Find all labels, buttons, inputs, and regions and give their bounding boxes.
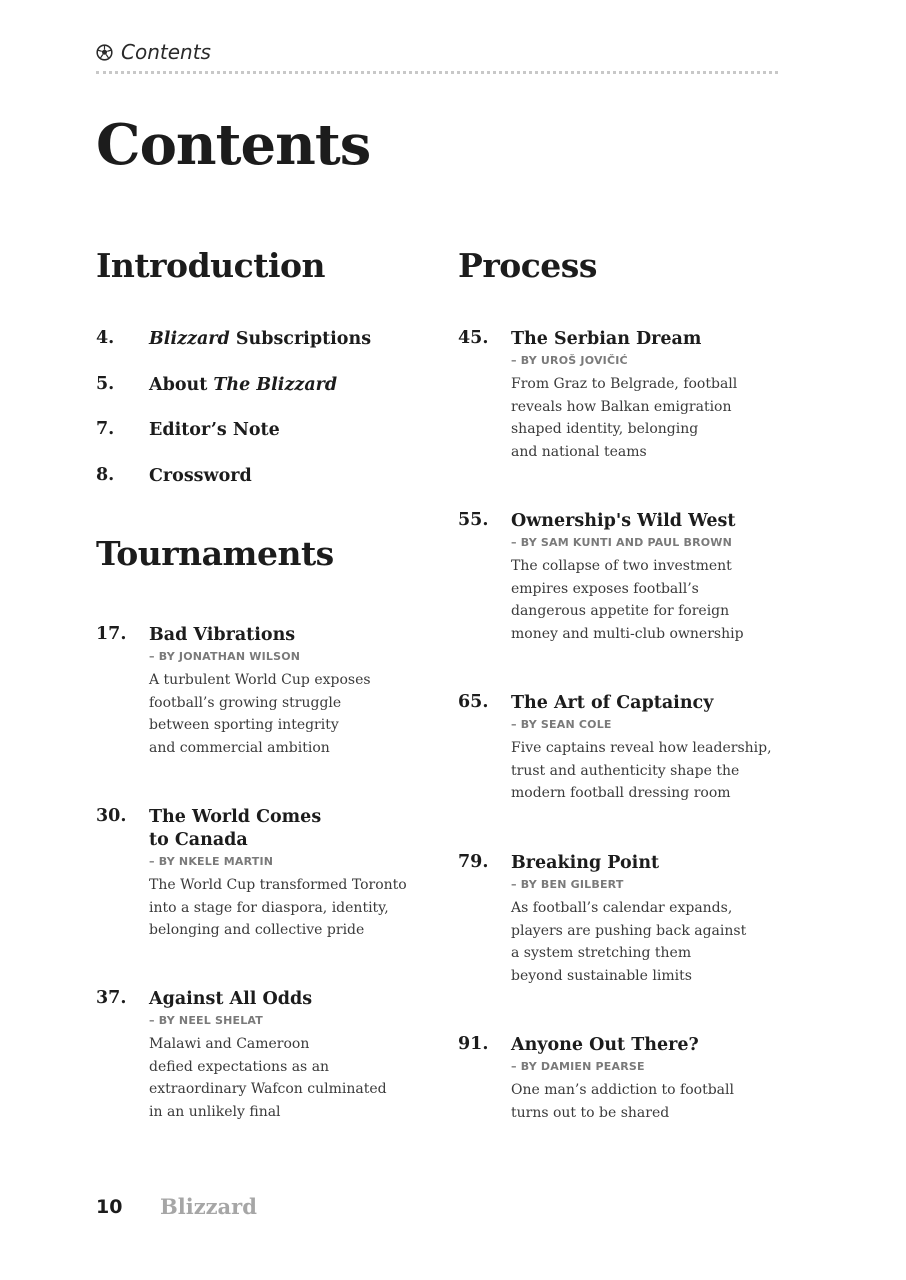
- entry-byline: – BY NKELE MARTIN: [149, 855, 274, 868]
- entry-page-number: 55.: [458, 510, 489, 530]
- entry-description: Five captains reveal how leadership, trust and authenticity shape the modern football dressing room: [511, 740, 772, 802]
- entry-description: The World Cup transformed Toronto into a stage for diaspora, identity, belonging and collective pride: [149, 877, 407, 939]
- entry-title: About The Blizzard: [149, 375, 338, 395]
- entry-byline: – BY BEN GILBERT: [511, 878, 624, 891]
- entry-page-number: 5.: [96, 374, 115, 394]
- entry-page-number: 17.: [96, 624, 127, 644]
- entry-page-number: 91.: [458, 1034, 489, 1054]
- page-title: Contents: [96, 112, 371, 178]
- page-number: 10: [96, 1196, 123, 1218]
- entry-page-number: 8.: [96, 465, 115, 485]
- entry-title: The Art of Captaincy: [511, 693, 714, 713]
- entry-title: Editor’s Note: [149, 420, 280, 440]
- section-title-tournaments: Tournaments: [96, 534, 334, 573]
- entry-title: The World Comes to Canada: [149, 807, 322, 850]
- entry-byline: – BY SEAN COLE: [511, 718, 612, 731]
- entry-description: As football’s calendar expands, players are pushing back against a system stretching them beyond sustainable limits: [511, 900, 747, 985]
- entry-title: Blizzard Subscriptions: [149, 329, 372, 349]
- entry-byline: – BY JONATHAN WILSON: [149, 650, 301, 663]
- entry-page-number: 65.: [458, 692, 489, 712]
- entry-page-number: 7.: [96, 419, 115, 439]
- entry-title: Breaking Point: [511, 853, 660, 873]
- entry-title: Against All Odds: [149, 989, 313, 1009]
- entry-description: One man’s addiction to football turns out to be shared: [511, 1082, 734, 1121]
- entry-title: Anyone Out There?: [511, 1035, 699, 1055]
- entry-title: The Serbian Dream: [511, 329, 702, 349]
- entry-page-number: 79.: [458, 852, 489, 872]
- footer-brand-name: Blizzard: [160, 1194, 257, 1219]
- entry-byline: – BY UROŠ JOVIČIĆ: [511, 354, 628, 367]
- entry-page-number: 37.: [96, 988, 127, 1008]
- football-icon: [96, 44, 113, 61]
- entry-description: The collapse of two investment empires exposes football’s dangerous appetite for foreign money and multi-club ownership: [511, 558, 744, 643]
- entry-description: A turbulent World Cup exposes football’s growing struggle between sporting integrity and commercial ambition: [149, 672, 371, 757]
- entry-byline: – BY SAM KUNTI AND PAUL BROWN: [511, 536, 733, 549]
- entry-description: From Graz to Belgrade, football reveals how Balkan emigration shaped identity, belonging and national teams: [511, 376, 738, 461]
- entry-byline: – BY NEEL SHELAT: [149, 1014, 263, 1027]
- running-head: [96, 40, 778, 64]
- entry-title: Bad Vibrations: [149, 625, 296, 645]
- entry-title: Ownership's Wild West: [511, 511, 736, 531]
- running-head-label: Contents: [121, 40, 211, 64]
- header-divider: [96, 71, 778, 74]
- section-title-process: Process: [458, 246, 597, 285]
- entry-page-number: 4.: [96, 328, 115, 348]
- section-title-introduction: Introduction: [96, 246, 326, 285]
- entry-description: Malawi and Cameroon defied expectations as an extraordinary Wafcon culminated in an unlikely final: [149, 1036, 387, 1121]
- entry-title: Crossword: [149, 466, 252, 486]
- entry-page-number: 30.: [96, 806, 127, 826]
- entry-page-number: 45.: [458, 328, 489, 348]
- entry-byline: – BY DAMIEN PEARSE: [511, 1060, 645, 1073]
